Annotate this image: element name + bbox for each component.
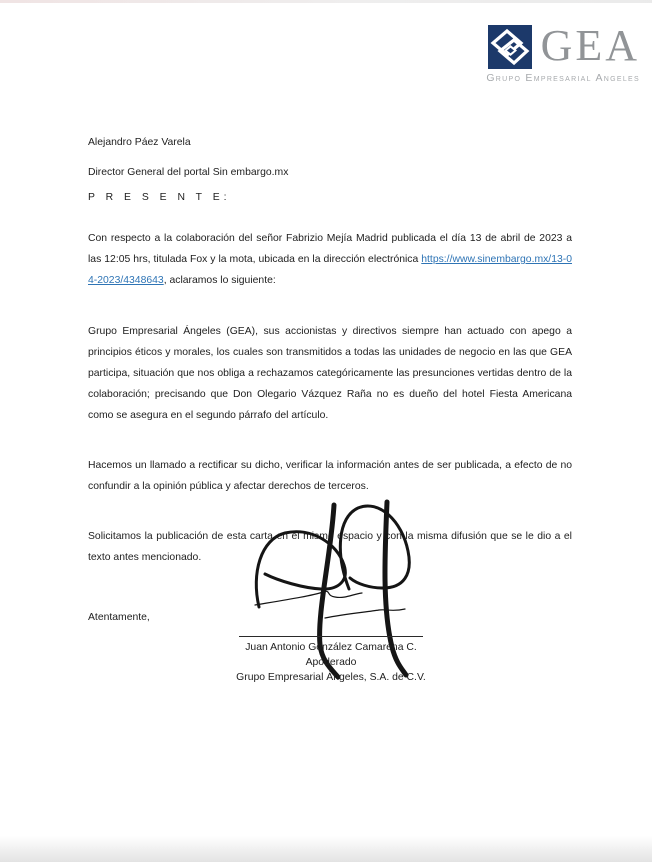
- salutation: P R E S E N T E:: [88, 192, 231, 203]
- signature-line: [239, 636, 423, 637]
- paragraph-request-publication: Solicitamos la publicación de esta carta en el mismo espacio y con la misma difusión que se le dio a el texto antes mencionado.: [88, 531, 572, 563]
- brand-wordmark: GEA: [540, 21, 640, 70]
- recipient-title: Director General del portal Sin embargo.mx: [88, 167, 289, 178]
- signature-block: [231, 636, 431, 685]
- paragraph-intro-tail: , aclaramos lo siguiente:: [163, 275, 276, 286]
- gea-letterhead: [460, 21, 640, 84]
- letter-body: [88, 132, 572, 628]
- recipient-name: Alejandro Páez Varela: [88, 137, 191, 148]
- paragraph-request-rectify: Hacemos un llamado a rectificar su dicho, verificar la información antes de ser publicada, a efecto de no confundir a la opinión pública y afectar derechos de terceros.: [88, 460, 572, 492]
- scan-edge-bottom: [0, 836, 652, 862]
- signer-name: Juan Antonio González Camarena C.: [245, 642, 417, 653]
- signer-company: Grupo Empresarial Ángeles, S.A. de C.V.: [236, 672, 426, 683]
- paragraph-clarification: Grupo Empresarial Ángeles (GEA), sus accionistas y directivos siempre han actuado con apego a principios éticos y morales, los cuales son transmitidos a todas las unidades de negocio en las que GEA participa, situación que nos obliga a rechazamos categóricamente las presunciones vertidas dentro de la colaboración; precisando que Don Olegario Vázquez Raña no es dueño del hotel Fiesta Americana como se asegura en el segundo párrafo del artículo.: [88, 326, 572, 421]
- closing-salutation: Atentamente,: [88, 612, 150, 623]
- scan-edge-top: [0, 0, 652, 3]
- paragraph-intro-text: Con respecto a la colaboración del señor Fabrizio Mejía Madrid publicada el día 13 de abril de 2023 a las 12:05 hrs, titulada Fox y la mota, ubicada en la dirección electrónica: [88, 233, 572, 265]
- paragraph-intro: [88, 228, 572, 291]
- article-link[interactable]: https://www.sinembargo.mx/13-04-2023/4348643: [88, 254, 572, 286]
- brand-subtitle: Grupo Empresarial Angeles: [486, 72, 640, 84]
- gea-logo-icon: [488, 25, 532, 69]
- signer-role: Apoderado: [305, 657, 357, 668]
